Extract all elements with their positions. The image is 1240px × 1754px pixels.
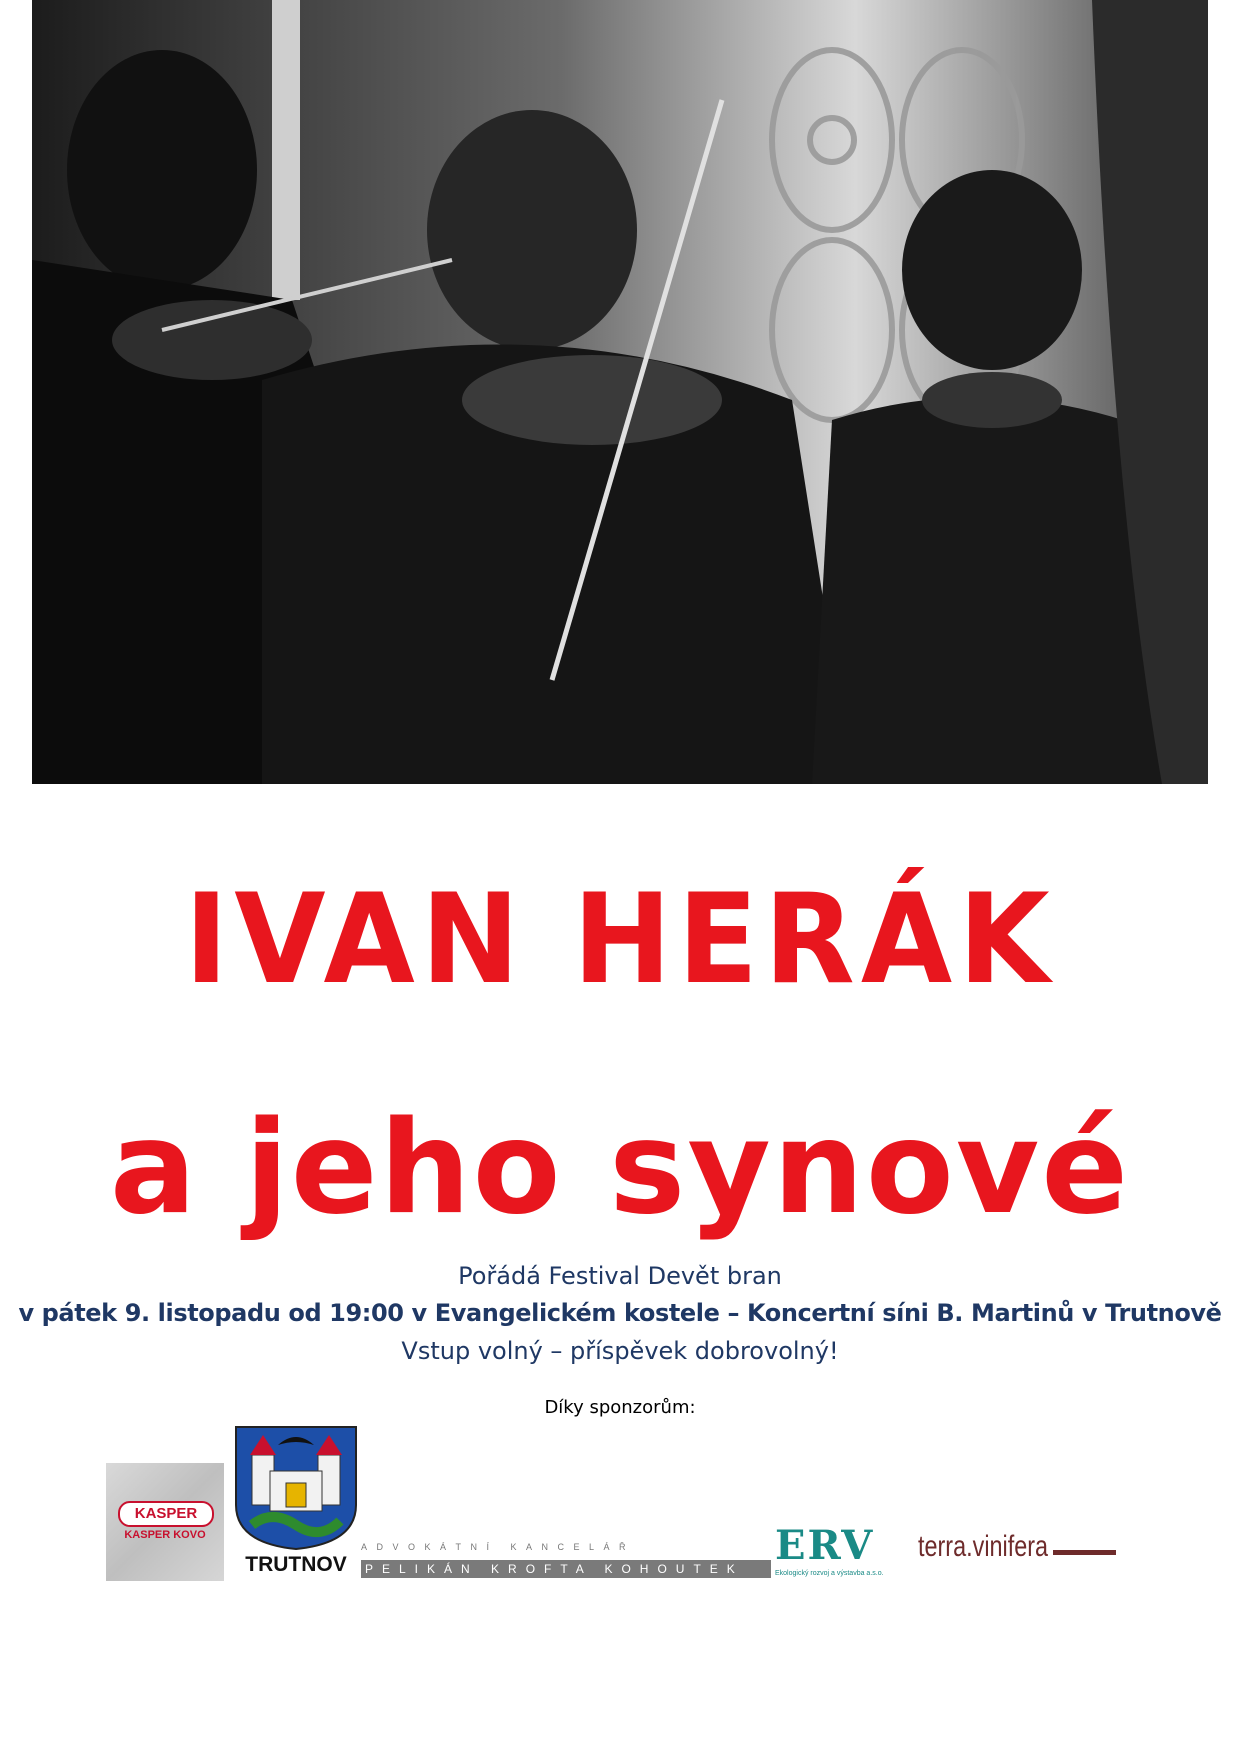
trutnov-logo [232,1425,360,1585]
trutnov-coat-of-arms-icon [232,1425,360,1551]
advokat-heading: ADVOKÁTNÍ KANCELÁŘ [361,1542,636,1552]
erv-logo [775,1522,905,1582]
kasper-subtitle: KASPER KOVO [124,1529,206,1541]
event-date-venue: v pátek 9. listopadu od 19:00 v Evangelickém kostele – Koncertní síni B. Martinů v Trutnově [18,1299,1222,1327]
terra-vinifera-wordmark: terra.vinifera [918,1530,1049,1563]
terra-vinifera-logo [918,1530,1118,1570]
erv-wordmark: ERV [775,1522,875,1569]
kasper-logo [106,1463,224,1581]
title-subtitle: a jeho synové [109,1094,1131,1243]
entry-info: Vstup volný – příspěvek dobrovolný! [401,1337,839,1365]
sponsors-heading: Díky sponzorům: [544,1397,696,1418]
organizer-text: Pořádá Festival Devět bran [458,1262,782,1290]
terra-vinifera-bar [1053,1550,1116,1555]
photo-illustration [32,0,1208,784]
kasper-badge: KASPER [118,1501,214,1527]
concert-photo [32,0,1208,784]
title-artist: IVAN HERÁK [184,866,1056,1012]
advokat-names: PELIKÁN KROFTA KOHOUTEK [361,1560,771,1578]
trutnov-name: TRUTNOV [245,1553,347,1576]
erv-subtitle: Ekologický rozvoj a výstavba a.s.o. [775,1570,884,1577]
advokat-logo [361,1542,771,1586]
